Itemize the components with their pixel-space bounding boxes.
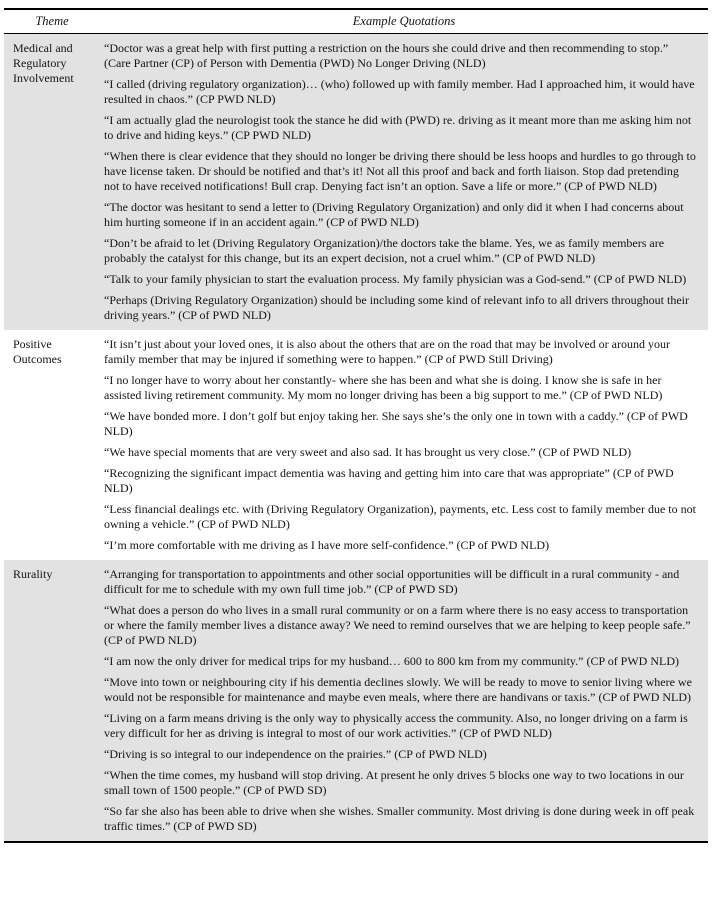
quotation: “Living on a farm means driving is the only way to physically access the community. Also, no longer driving on a farm is very difficult for her as driving is integral to most of our work activities.” (CP of PWD NLD) — [104, 711, 688, 740]
quotation: “The doctor was hesitant to send a letter to (Driving Regulatory Organization) and only did it when I had concerns about him hurting someone if in an accident again.” (CP of PWD NLD) — [104, 200, 684, 229]
theme-quotations-table — [4, 8, 708, 843]
quotation: “When the time comes, my husband will stop driving. At present he only drives 5 blocks one way to two locations in our small town of 1500 people.” (CP of PWD SD) — [104, 768, 684, 797]
quotation: “I’m more comfortable with me driving as I have more self-confidence.” (CP of PWD NLD) — [104, 538, 550, 552]
theme-cell: Medical and Regulatory Involvement — [13, 41, 74, 85]
quotation: “It isn’t just about your loved ones, it is also about the others that are on the road that may be involved or around your family member that may be injured if something were to happen.” (CP of PWD Still Driving) — [104, 337, 670, 366]
quotation: “Arranging for transportation to appointments and other social opportunities will be difficult in a rural community - and difficult for me to schedule with my own full time job.” (CP of PWD SD) — [104, 567, 680, 596]
table-row — [4, 560, 708, 841]
quotation: “We have special moments that are very sweet and also sad. It has brought us very close.” (CP of PWD NLD) — [104, 445, 632, 459]
quotation: “So far she also has been able to drive when she wishes. Smaller community. Most driving is done during week in off peak traffic times.” (CP of PWD SD) — [104, 804, 695, 833]
quotation: “I called (driving regulatory organization)… (who) followed up with family member. Had I approached him, it would have resulted in chaos.” (CP PWD NLD) — [104, 77, 695, 106]
quotation: “Talk to your family physician to start the evaluation process. My family physician was a God-send.” (CP of PWD NLD) — [104, 272, 687, 286]
table-row — [4, 34, 708, 330]
quotation: “Recognizing the significant impact dementia was having and getting him into care that was appropriate” (CP of PWD NLD) — [104, 466, 674, 495]
quotations-cell — [100, 565, 708, 840]
quotation: “Don’t be afraid to let (Driving Regulatory Organization)/the doctors take the blame. Yes, we as family members are probably the catalyst for this change, but its an expert decision, not a cruel whim.” (CP of PWD NLD) — [104, 236, 665, 265]
quotation: “I no longer have to worry about her constantly- where she has been and what she is doing. I know she is safe in her assisted living retirement community. My mom no longer driving has been a big support to me.” (CP of PWD NLD) — [104, 373, 663, 402]
quotations-cell — [100, 335, 708, 559]
quotation: “Perhaps (Driving Regulatory Organization) should be including some kind of relevant info to all drivers throughout their driving years.” (CP of PWD NLD) — [104, 293, 689, 322]
quotations-cell — [100, 39, 708, 329]
quotation: “We have bonded more. I don’t golf but enjoy taking her. She says she’s the only one in town with a caddy.” (CP of PWD NLD) — [104, 409, 688, 438]
column-header-example-quotations: Example Quotations — [352, 14, 456, 28]
column-header-theme: Theme — [35, 14, 69, 28]
theme-cell: Rurality — [13, 567, 53, 581]
table-row — [4, 330, 708, 560]
table-body — [4, 34, 708, 841]
theme-cell: Positive Outcomes — [13, 337, 62, 366]
quotation: “When there is clear evidence that they should no longer be driving there should be less hoops and hurdles to go through to have license taken. Dr should be notified and that’s it! Not all this proof and back and forth liaison. Stop dad pretending not to have received notifications! Bull crap. Denying fact isn’t an option. Save a life or more.” (CP of PWD NLD) — [104, 149, 696, 193]
quotation: “Less financial dealings etc. with (Driving Regulatory Organization), payments, etc. Less cost to family member due to not owning a vehicle.” (CP of PWD NLD) — [104, 502, 696, 531]
quotation: “Move into town or neighbouring city if his dementia declines slowly. We will be ready to move to senior living where we would not be responsible for maintenance and maybe even meals, where there are handivans or taxis.” (CP of PWD NLD) — [104, 675, 692, 704]
table-header-row — [4, 10, 708, 34]
quotation: “I am now the only driver for medical trips for my husband… 600 to 800 km from my community.” (CP of PWD NLD) — [104, 654, 680, 668]
quotation: “I am actually glad the neurologist took the stance he did with (PWD) re. driving as it meant more than me asking him not to drive and hiding keys.” (CP PWD NLD) — [104, 113, 692, 142]
quotation: “Doctor was a great help with first putting a restriction on the hours she could drive and then recommending to stop.” (Care Partner (CP) of Person with Dementia (PWD) No Longer Driving (NLD) — [104, 41, 669, 70]
quotation: “What does a person do who lives in a small rural community or on a farm where there is no easy access to transportation or where the family member lives a distance away? We need to remind ourselves that we are helping to keep people safe.” (CP of PWD NLD) — [104, 603, 691, 647]
quotation: “Driving is so integral to our independence on the prairies.” (CP of PWD NLD) — [104, 747, 487, 761]
